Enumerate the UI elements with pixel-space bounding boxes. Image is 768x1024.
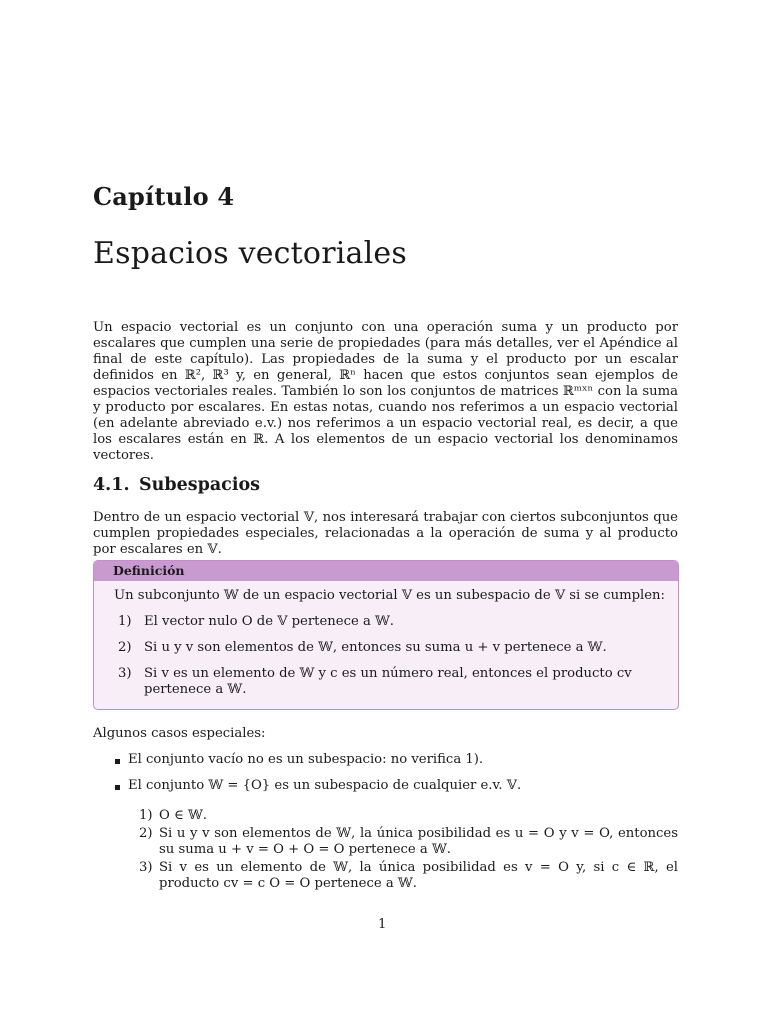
special-cases-list — [113, 752, 678, 794]
definition-item-text: Si u y v son elementos de 𝕎, entonces su suma u + v pertenece a 𝕎. — [144, 640, 607, 655]
chapter-label: Capítulo 4 — [93, 182, 235, 211]
special-case-sublist — [139, 808, 678, 892]
definition-item — [118, 666, 658, 698]
special-case-text: El conjunto vacío no es un subespacio: no verifica 1). — [128, 752, 484, 767]
definition-item-text: El vector nulo O de 𝕍 pertenece a 𝕎. — [144, 614, 395, 629]
sublist-item-text: Si u y v son elementos de 𝕎, la única posibilidad es u = O y v = O, entonces su suma u + v = O + O = O pertenece a 𝕎. — [159, 826, 678, 857]
section-paragraph: Dentro de un espacio vectorial 𝕍, nos interesará trabajar con ciertos subconjuntos que cumplen propiedades especiales, relacionadas a la operación de suma y al producto por escalares en 𝕍. — [93, 510, 678, 557]
page-number: 1 — [378, 917, 387, 932]
definition-item-marker: 2) — [118, 640, 132, 655]
sublist-item — [139, 808, 678, 824]
sublist-item-marker: 2) — [139, 826, 153, 841]
definition-list — [118, 614, 658, 698]
sublist-item-marker: 3) — [139, 860, 153, 875]
section-heading — [93, 475, 260, 495]
sublist-item-text: O ∈ 𝕎. — [159, 808, 207, 823]
bullet-icon — [115, 759, 120, 764]
special-case-bullet — [113, 752, 678, 768]
chapter-title: Espacios vectoriales — [93, 236, 407, 271]
bullet-icon — [115, 785, 120, 790]
section-number: 4.1. — [93, 475, 130, 495]
special-cases-label: Algunos casos especiales: — [93, 726, 266, 741]
special-case-bullet — [113, 778, 678, 794]
definition-item-text: Si v es un elemento de 𝕎 y c es un número real, entonces el producto cv pertenece a 𝕎. — [144, 666, 632, 697]
definition-item — [118, 640, 658, 656]
sublist-item-marker: 1) — [139, 808, 153, 823]
definition-intro: Un subconjunto 𝕎 de un espacio vectorial 𝕍 es un subespacio de 𝕍 si se cumplen: — [114, 588, 665, 603]
intro-paragraph: Un espacio vectorial es un conjunto con una operación suma y un producto por escalares que cumplen una serie de propiedades (para más detalles, ver el Apéndice al final de este capítulo). Las propiedades de la suma y el producto por un escalar definidos en ℝ², ℝ³ y, en general, ℝⁿ hacen que estos conjuntos sean ejemplos de espacios vectoriales reales. También lo son los conjuntos de matrices ℝᵐˣⁿ con la suma y producto por escalares. En estas notas, cuando nos referimos a un espacio vectorial (en adelante abreviado e.v.) nos referimos a un espacio vectorial real, es decir, a que los escalares están en ℝ. A los elementos de un espacio vectorial los denominamos vectores. — [93, 320, 678, 463]
definition-item-marker: 1) — [118, 614, 132, 629]
definition-box — [93, 560, 679, 710]
definition-item-marker: 3) — [118, 666, 132, 681]
sublist-item-text: Si v es un elemento de 𝕎, la única posibilidad es v = O y, si c ∈ ℝ, el producto cv = c O = O pertenece a 𝕎. — [159, 860, 678, 891]
definition-item — [118, 614, 658, 630]
definition-header: Definición — [94, 561, 678, 581]
sublist-item — [139, 860, 678, 892]
section-title: Subespacios — [139, 475, 260, 495]
special-case-text: El conjunto 𝕎 = {O} es un subespacio de cualquier e.v. 𝕍. — [128, 778, 522, 793]
sublist-item — [139, 826, 678, 858]
